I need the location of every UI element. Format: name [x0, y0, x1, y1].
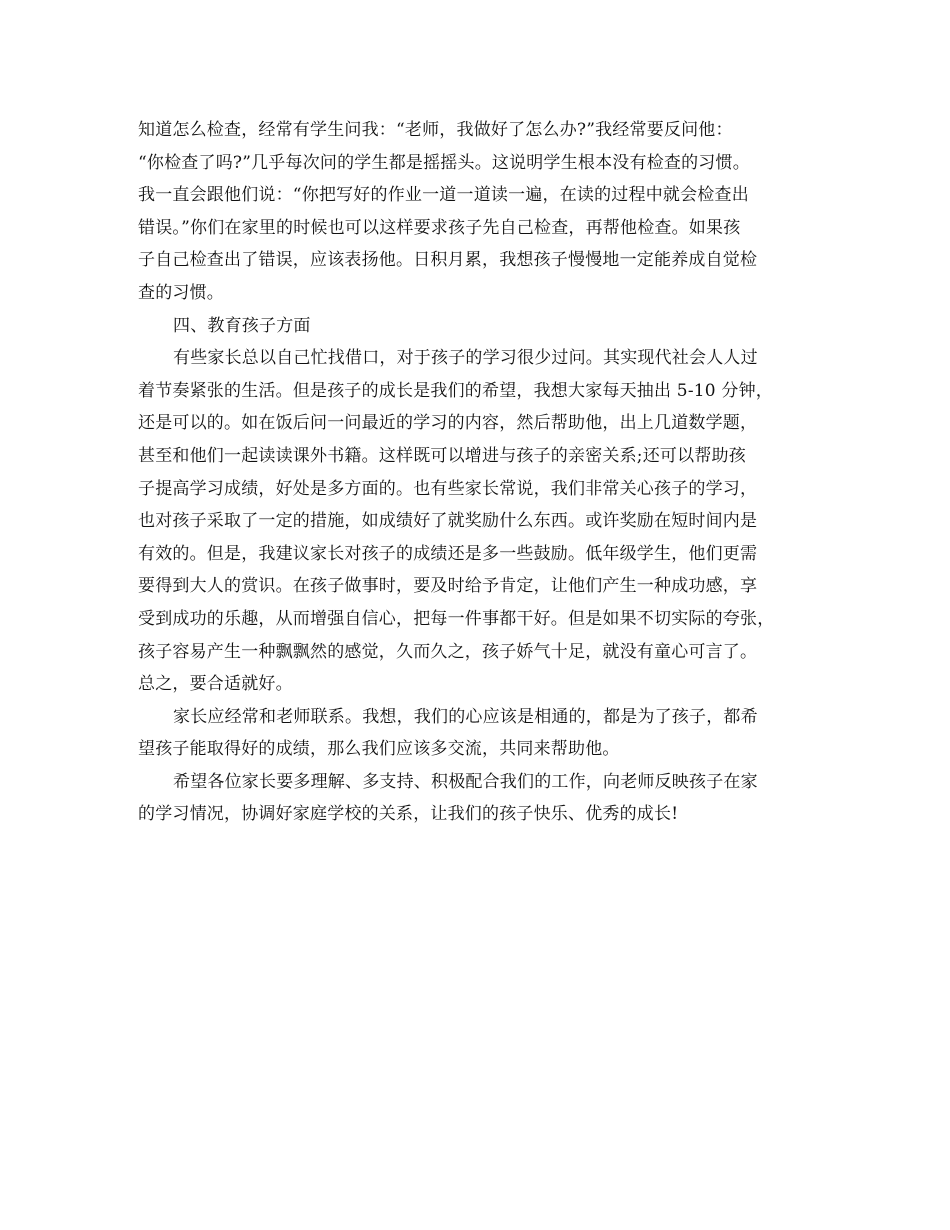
text-line: 错误。”你们在家里的时候也可以这样要求孩子先自己检查，再帮他检查。如果孩	[138, 217, 741, 238]
paragraph-contact-teacher	[138, 701, 818, 766]
text-line: 着节奏紧张的生活。但是孩子的成长是我们的希望，我想大家每天抽出 5-10 分钟，	[138, 380, 773, 401]
text-line: 有效的。但是，我建议家长对孩子的成绩还是多一些鼓励。低年级学生，他们更需	[138, 543, 758, 564]
text-line: 孩子容易产生一种飘飘然的感觉，久而久之，孩子娇气十足，就没有童心可言了。	[138, 641, 758, 662]
section-heading-text: 四、教育孩子方面	[173, 315, 311, 336]
text-line: 总之，要合适就好。	[138, 674, 293, 695]
text-line: “你检查了吗?”几乎每次问的学生都是摇摇头。这说明学生根本没有检查的习惯。	[138, 152, 750, 173]
paragraph-checking-habit	[138, 114, 818, 310]
text-line: 子提高学习成绩，好处是多方面的。也有些家长常说，我们非常关心孩子的学习，	[138, 478, 758, 499]
text-line: 受到成功的乐趣，从而增强自信心，把每一件事都干好。但是如果不切实际的夸张，	[138, 608, 775, 629]
paragraph-closing-wish	[138, 766, 818, 831]
text-line: 家长应经常和老师联系。我想，我们的心应该是相通的，都是为了孩子，都希	[173, 706, 758, 727]
text-line: 希望各位家长要多理解、多支持、积极配合我们的工作，向老师反映孩子在家	[173, 771, 758, 792]
document-page	[138, 114, 818, 831]
section-heading	[138, 310, 818, 343]
text-line: 甚至和他们一起读读课外书籍。这样既可以增进与孩子的亲密关系;还可以帮助孩	[138, 445, 746, 466]
text-line: 还是可以的。如在饭后问一问最近的学习的内容，然后帮助他，出上几道数学题，	[138, 413, 758, 434]
paragraph-educating-children	[138, 342, 818, 701]
text-line: 查的习惯。	[138, 282, 224, 303]
text-line: 的学习情况，协调好家庭学校的关系，让我们的孩子快乐、优秀的成长!	[138, 804, 679, 825]
text-line: 也对孩子采取了一定的措施，如成绩好了就奖励什么东西。或许奖励在短时间内是	[138, 511, 758, 532]
text-line: 要得到大人的赏识。在孩子做事时，要及时给予肯定，让他们产生一种成功感，享	[138, 576, 758, 597]
text-line: 我一直会跟他们说：“你把写好的作业一道一道读一遍，在读的过程中就会检查出	[138, 185, 749, 206]
text-line: 知道怎么检查，经常有学生问我：“老师，我做好了怎么办?”我经常要反问他：	[138, 120, 733, 140]
text-line: 子自己检查出了错误，应该表扬他。日积月累，我想孩子慢慢地一定能养成自觉检	[138, 250, 758, 271]
text-line: 望孩子能取得好的成绩，那么我们应该多交流，共同来帮助他。	[138, 739, 620, 760]
text-line: 有些家长总以自己忙找借口，对于孩子的学习很少过问。其实现代社会人人过	[173, 348, 758, 369]
